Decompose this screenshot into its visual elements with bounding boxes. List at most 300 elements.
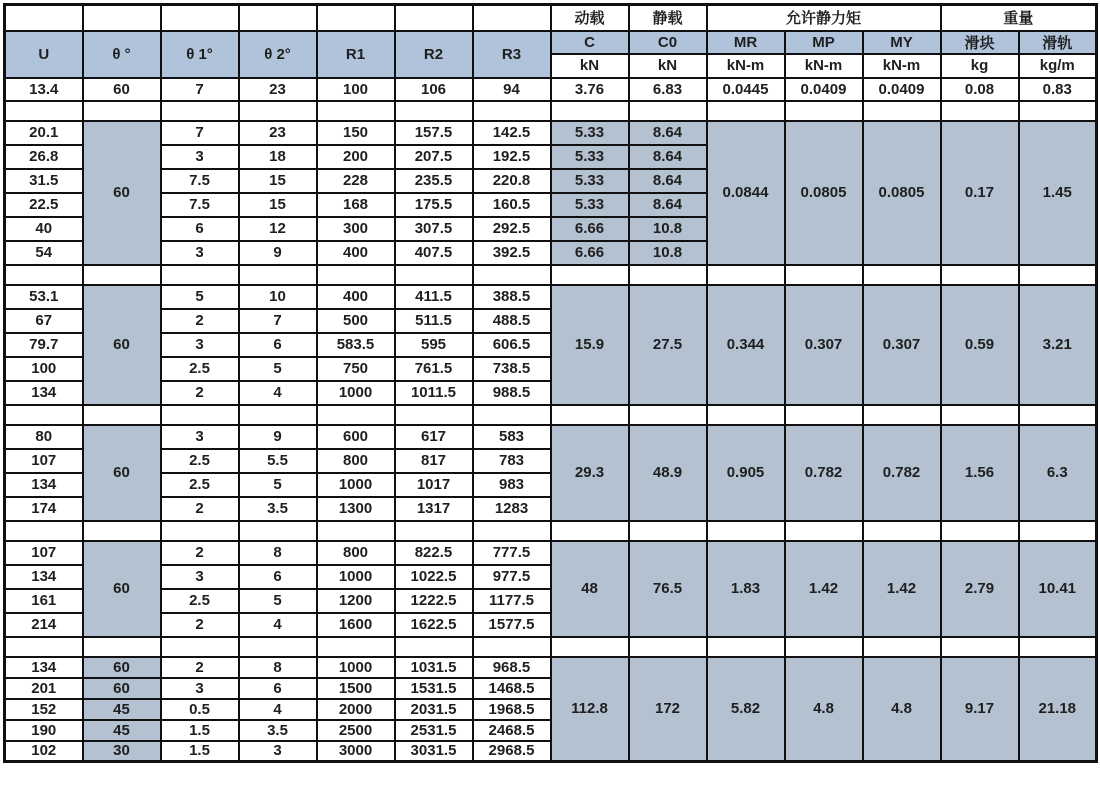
table-cell: 3 <box>161 145 239 169</box>
table-cell: 2500 <box>317 720 395 741</box>
spec-table <box>3 3 1098 763</box>
table-cell: 800 <box>317 449 395 473</box>
table-cell: 4 <box>239 699 317 720</box>
spacer-cell <box>629 405 707 425</box>
table-cell: 292.5 <box>473 217 551 241</box>
spacer-cell <box>785 101 863 121</box>
table-cell: 48 <box>551 541 629 637</box>
table-cell: 5.33 <box>551 145 629 169</box>
spacer-cell <box>317 405 395 425</box>
spacer-cell <box>239 101 317 121</box>
table-cell: 2 <box>161 613 239 637</box>
data-row <box>5 541 1097 565</box>
table-cell: 5.33 <box>551 121 629 145</box>
table-cell: 0.307 <box>785 285 863 405</box>
table-cell: 76.5 <box>629 541 707 637</box>
table-cell: 200 <box>317 145 395 169</box>
table-cell: 1500 <box>317 678 395 699</box>
table-cell: 500 <box>317 309 395 333</box>
table-cell: 9.17 <box>941 657 1019 762</box>
spacer-cell <box>941 521 1019 541</box>
spacer-cell <box>863 405 941 425</box>
table-cell: 100 <box>317 78 395 101</box>
spacer-row <box>5 265 1097 285</box>
table-cell: 2531.5 <box>395 720 473 741</box>
table-cell <box>83 5 161 31</box>
spacer-cell <box>317 637 395 657</box>
table-cell: 8.64 <box>629 193 707 217</box>
table-cell: 10.8 <box>629 217 707 241</box>
table-cell: 800 <box>317 541 395 565</box>
table-cell: 157.5 <box>395 121 473 145</box>
spacer-cell <box>785 405 863 425</box>
table-cell: 80 <box>5 425 83 449</box>
table-cell: 8 <box>239 541 317 565</box>
table-cell: 595 <box>395 333 473 357</box>
table-cell <box>473 5 551 31</box>
table-cell: 2 <box>161 657 239 678</box>
table-cell: 6.83 <box>629 78 707 101</box>
table-cell: 617 <box>395 425 473 449</box>
col-header-R3: R3 <box>473 31 551 78</box>
spacer-row <box>5 101 1097 121</box>
table-cell: 220.8 <box>473 169 551 193</box>
table-cell: 94 <box>473 78 551 101</box>
table-cell: 8.64 <box>629 169 707 193</box>
table-cell: 2.5 <box>161 589 239 613</box>
table-cell: 192.5 <box>473 145 551 169</box>
table-body <box>5 5 1097 762</box>
table-cell <box>395 5 473 31</box>
table-cell: 606.5 <box>473 333 551 357</box>
table-cell: 10.8 <box>629 241 707 265</box>
table-cell: 102 <box>5 741 83 762</box>
spacer-row <box>5 521 1097 541</box>
table-cell <box>161 5 239 31</box>
table-cell: 977.5 <box>473 565 551 589</box>
spacer-cell <box>863 265 941 285</box>
table-cell: 6 <box>239 678 317 699</box>
unit-slider-block: kg <box>941 54 1019 78</box>
table-cell: 1577.5 <box>473 613 551 637</box>
table-cell: 1000 <box>317 381 395 405</box>
spacer-cell <box>5 637 83 657</box>
table-cell: 777.5 <box>473 541 551 565</box>
table-cell: 0.0409 <box>863 78 941 101</box>
group-header-dynamic-load: 动载 <box>551 5 629 31</box>
spacer-cell <box>1019 637 1097 657</box>
spacer-cell <box>551 265 629 285</box>
table-cell: 3.21 <box>1019 285 1097 405</box>
table-cell: 2.5 <box>161 357 239 381</box>
spacer-cell <box>161 265 239 285</box>
table-cell: 600 <box>317 425 395 449</box>
table-cell: 0.5 <box>161 699 239 720</box>
data-row <box>5 285 1097 309</box>
spacer-cell <box>161 637 239 657</box>
table-cell: 60 <box>83 78 161 101</box>
unit-MR: kN-m <box>707 54 785 78</box>
col-header-MR: MR <box>707 31 785 54</box>
table-cell: 228 <box>317 169 395 193</box>
table-cell: 0.0409 <box>785 78 863 101</box>
table-cell: 1.42 <box>863 541 941 637</box>
spacer-cell <box>551 405 629 425</box>
unit-MY: kN-m <box>863 54 941 78</box>
table-cell: 0.83 <box>1019 78 1097 101</box>
table-cell: 783 <box>473 449 551 473</box>
table-cell: 1177.5 <box>473 589 551 613</box>
table-cell: 5 <box>239 473 317 497</box>
col-header-slider-block: 滑块 <box>941 31 1019 54</box>
spacer-cell <box>317 101 395 121</box>
table-cell: 8 <box>239 657 317 678</box>
col-header-U: U <box>5 31 83 78</box>
table-cell: 0.782 <box>863 425 941 521</box>
table-cell: 134 <box>5 565 83 589</box>
table-cell: 822.5 <box>395 541 473 565</box>
table-cell: 8.64 <box>629 121 707 145</box>
table-cell <box>317 5 395 31</box>
table-cell: 300 <box>317 217 395 241</box>
spacer-cell <box>551 521 629 541</box>
column-header-row <box>5 31 1097 54</box>
spacer-row <box>5 405 1097 425</box>
spacer-cell <box>473 265 551 285</box>
spacer-cell <box>239 637 317 657</box>
spacer-cell <box>707 637 785 657</box>
table-cell: 1000 <box>317 473 395 497</box>
spacer-cell <box>941 265 1019 285</box>
table-cell: 7 <box>161 121 239 145</box>
table-cell: 5 <box>161 285 239 309</box>
data-row <box>5 78 1097 101</box>
table-cell: 0.59 <box>941 285 1019 405</box>
table-cell: 142.5 <box>473 121 551 145</box>
table-cell: 107 <box>5 449 83 473</box>
table-cell: 307.5 <box>395 217 473 241</box>
table-cell: 0.0844 <box>707 121 785 265</box>
spacer-cell <box>317 265 395 285</box>
table-cell: 106 <box>395 78 473 101</box>
table-cell: 134 <box>5 381 83 405</box>
table-cell: 29.3 <box>551 425 629 521</box>
table-cell: 79.7 <box>5 333 83 357</box>
table-cell: 9 <box>239 425 317 449</box>
spacer-cell <box>239 521 317 541</box>
table-cell <box>239 5 317 31</box>
table-cell: 6.3 <box>1019 425 1097 521</box>
spacer-cell <box>785 521 863 541</box>
table-cell: 23 <box>239 121 317 145</box>
spacer-cell <box>707 265 785 285</box>
table-cell: 2 <box>161 541 239 565</box>
table-cell: 3 <box>161 565 239 589</box>
table-cell: 1468.5 <box>473 678 551 699</box>
table-cell: 134 <box>5 473 83 497</box>
spacer-cell <box>395 521 473 541</box>
table-cell: 214 <box>5 613 83 637</box>
table-cell: 0.307 <box>863 285 941 405</box>
table-cell: 411.5 <box>395 285 473 309</box>
table-cell: 21.18 <box>1019 657 1097 762</box>
table-cell: 1300 <box>317 497 395 521</box>
unit-MP: kN-m <box>785 54 863 78</box>
spacer-cell <box>629 265 707 285</box>
table-cell: 10.41 <box>1019 541 1097 637</box>
table-cell: 1017 <box>395 473 473 497</box>
table-cell: 1283 <box>473 497 551 521</box>
spacer-cell <box>863 101 941 121</box>
table-cell: 1.5 <box>161 741 239 762</box>
table-cell: 1000 <box>317 657 395 678</box>
spacer-cell <box>707 405 785 425</box>
spacer-cell <box>629 101 707 121</box>
table-cell: 583 <box>473 425 551 449</box>
table-cell: 0.0445 <box>707 78 785 101</box>
table-cell: 2968.5 <box>473 741 551 762</box>
table-cell: 175.5 <box>395 193 473 217</box>
table-cell: 988.5 <box>473 381 551 405</box>
table-cell: 5.33 <box>551 169 629 193</box>
table-cell: 4 <box>239 381 317 405</box>
table-cell: 60 <box>83 657 161 678</box>
col-header-R2: R2 <box>395 31 473 78</box>
table-cell: 168 <box>317 193 395 217</box>
table-cell: 190 <box>5 720 83 741</box>
table-cell: 817 <box>395 449 473 473</box>
table-cell: 1000 <box>317 565 395 589</box>
spacer-cell <box>395 637 473 657</box>
table-cell: 4.8 <box>863 657 941 762</box>
spacer-cell <box>473 101 551 121</box>
table-cell: 3 <box>161 333 239 357</box>
spacer-cell <box>239 405 317 425</box>
table-cell: 2031.5 <box>395 699 473 720</box>
group-header-allowable-static-moment: 允许静力矩 <box>707 5 941 31</box>
table-cell: 407.5 <box>395 241 473 265</box>
spacer-cell <box>707 101 785 121</box>
unit-C0: kN <box>629 54 707 78</box>
spacer-cell <box>1019 101 1097 121</box>
table-cell: 107 <box>5 541 83 565</box>
spacer-cell <box>551 637 629 657</box>
table-cell: 4 <box>239 613 317 637</box>
table-cell: 45 <box>83 699 161 720</box>
col-header-MP: MP <box>785 31 863 54</box>
table-cell: 5.33 <box>551 193 629 217</box>
table-cell: 60 <box>83 678 161 699</box>
spacer-cell <box>941 405 1019 425</box>
table-cell: 0.0805 <box>785 121 863 265</box>
table-cell: 3 <box>239 741 317 762</box>
col-header-MY: MY <box>863 31 941 54</box>
table-cell: 3 <box>161 678 239 699</box>
table-cell: 53.1 <box>5 285 83 309</box>
table-cell: 235.5 <box>395 169 473 193</box>
table-cell: 201 <box>5 678 83 699</box>
table-cell: 3.5 <box>239 497 317 521</box>
table-cell: 7 <box>239 309 317 333</box>
table-cell: 761.5 <box>395 357 473 381</box>
table-cell: 15 <box>239 169 317 193</box>
col-header-C: C <box>551 31 629 54</box>
table-cell: 1968.5 <box>473 699 551 720</box>
table-cell: 2 <box>161 309 239 333</box>
table-cell: 26.8 <box>5 145 83 169</box>
col-header-theta: θ ° <box>83 31 161 78</box>
table-cell: 488.5 <box>473 309 551 333</box>
spacer-cell <box>1019 405 1097 425</box>
spacer-cell <box>161 521 239 541</box>
table-cell: 7.5 <box>161 169 239 193</box>
table-cell: 5 <box>239 589 317 613</box>
spacer-cell <box>83 637 161 657</box>
table-cell: 0.08 <box>941 78 1019 101</box>
table-cell: 3.5 <box>239 720 317 741</box>
table-cell: 1.56 <box>941 425 1019 521</box>
table-cell: 392.5 <box>473 241 551 265</box>
table-cell: 388.5 <box>473 285 551 309</box>
spacer-cell <box>941 637 1019 657</box>
table-cell: 2.79 <box>941 541 1019 637</box>
spacer-cell <box>785 265 863 285</box>
table-cell: 152 <box>5 699 83 720</box>
spacer-cell <box>551 101 629 121</box>
data-row <box>5 121 1097 145</box>
group-header-static-load: 静载 <box>629 5 707 31</box>
table-cell: 5.82 <box>707 657 785 762</box>
table-cell: 0.344 <box>707 285 785 405</box>
table-cell: 22.5 <box>5 193 83 217</box>
spacer-cell <box>83 265 161 285</box>
table-cell: 60 <box>83 285 161 405</box>
spacer-cell <box>83 521 161 541</box>
col-header-theta1: θ 1° <box>161 31 239 78</box>
table-cell: 5.5 <box>239 449 317 473</box>
table-cell: 31.5 <box>5 169 83 193</box>
unit-C: kN <box>551 54 629 78</box>
spacer-cell <box>1019 521 1097 541</box>
table-cell: 1011.5 <box>395 381 473 405</box>
table-cell: 6.66 <box>551 241 629 265</box>
table-cell: 174 <box>5 497 83 521</box>
table-cell: 10 <box>239 285 317 309</box>
spacer-cell <box>5 405 83 425</box>
col-header-C0: C0 <box>629 31 707 54</box>
table-cell: 40 <box>5 217 83 241</box>
table-cell: 5 <box>239 357 317 381</box>
spacer-cell <box>707 521 785 541</box>
spacer-cell <box>83 101 161 121</box>
table-cell: 1022.5 <box>395 565 473 589</box>
table-cell: 12 <box>239 217 317 241</box>
spacer-cell <box>395 405 473 425</box>
spacer-cell <box>161 405 239 425</box>
spacer-cell <box>473 637 551 657</box>
table-cell: 160.5 <box>473 193 551 217</box>
table-cell <box>5 5 83 31</box>
table-cell: 6 <box>239 565 317 589</box>
table-cell: 172 <box>629 657 707 762</box>
spacer-cell <box>629 521 707 541</box>
table-cell: 2468.5 <box>473 720 551 741</box>
table-cell: 60 <box>83 121 161 265</box>
table-cell: 100 <box>5 357 83 381</box>
table-cell: 3031.5 <box>395 741 473 762</box>
table-cell: 134 <box>5 657 83 678</box>
spacer-row <box>5 637 1097 657</box>
table-cell: 1531.5 <box>395 678 473 699</box>
data-row <box>5 425 1097 449</box>
table-cell: 511.5 <box>395 309 473 333</box>
table-cell: 60 <box>83 425 161 521</box>
table-cell: 48.9 <box>629 425 707 521</box>
table-cell: 0.905 <box>707 425 785 521</box>
table-cell: 1031.5 <box>395 657 473 678</box>
table-cell: 738.5 <box>473 357 551 381</box>
spacer-cell <box>83 405 161 425</box>
table-cell: 112.8 <box>551 657 629 762</box>
table-cell: 0.782 <box>785 425 863 521</box>
spacer-cell <box>863 521 941 541</box>
table-cell: 1622.5 <box>395 613 473 637</box>
table-cell: 1.5 <box>161 720 239 741</box>
table-cell: 45 <box>83 720 161 741</box>
spacer-cell <box>395 101 473 121</box>
col-header-R1: R1 <box>317 31 395 78</box>
table-cell: 23 <box>239 78 317 101</box>
spacer-cell <box>473 521 551 541</box>
table-cell: 15.9 <box>551 285 629 405</box>
table-cell: 20.1 <box>5 121 83 145</box>
unit-rail: kg/m <box>1019 54 1097 78</box>
spacer-cell <box>317 521 395 541</box>
spacer-cell <box>161 101 239 121</box>
table-cell: 3 <box>161 241 239 265</box>
table-cell: 1200 <box>317 589 395 613</box>
table-cell: 3000 <box>317 741 395 762</box>
group-header-row <box>5 5 1097 31</box>
table-cell: 983 <box>473 473 551 497</box>
table-cell: 1.42 <box>785 541 863 637</box>
spacer-cell <box>5 101 83 121</box>
table-cell: 13.4 <box>5 78 83 101</box>
table-cell: 2 <box>161 381 239 405</box>
spacer-cell <box>239 265 317 285</box>
spacer-cell <box>629 637 707 657</box>
table-cell: 1317 <box>395 497 473 521</box>
spacer-cell <box>5 265 83 285</box>
table-cell: 6.66 <box>551 217 629 241</box>
table-cell: 7.5 <box>161 193 239 217</box>
col-header-rail: 滑轨 <box>1019 31 1097 54</box>
table-cell: 7 <box>161 78 239 101</box>
col-header-theta2: θ 2° <box>239 31 317 78</box>
group-header-weight: 重量 <box>941 5 1097 31</box>
table-cell: 54 <box>5 241 83 265</box>
table-cell: 8.64 <box>629 145 707 169</box>
spacer-cell <box>395 265 473 285</box>
table-cell: 161 <box>5 589 83 613</box>
table-cell: 400 <box>317 285 395 309</box>
table-cell: 150 <box>317 121 395 145</box>
table-cell: 583.5 <box>317 333 395 357</box>
table-cell: 60 <box>83 541 161 637</box>
table-cell: 2000 <box>317 699 395 720</box>
data-row <box>5 657 1097 678</box>
table-cell: 9 <box>239 241 317 265</box>
